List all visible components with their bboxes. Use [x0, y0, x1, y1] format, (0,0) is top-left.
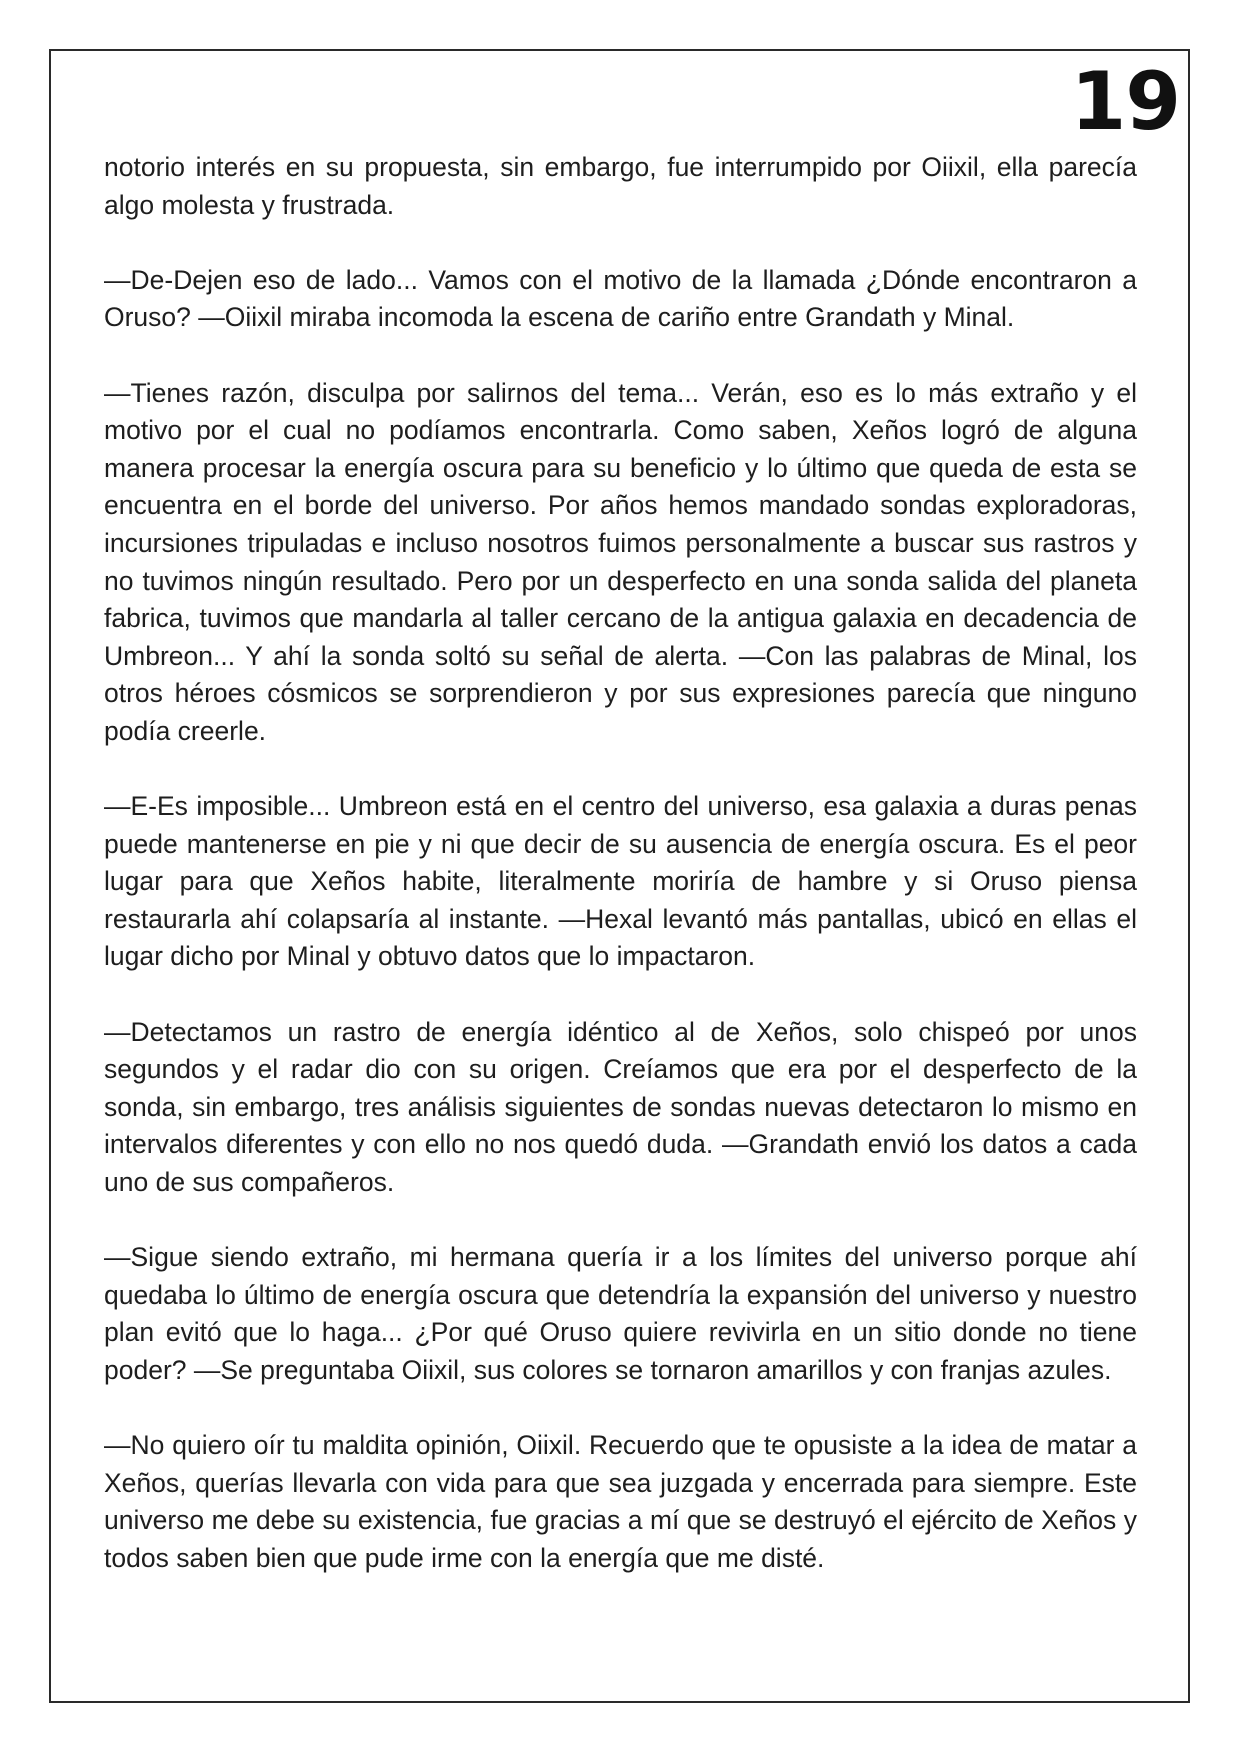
- paragraph: —Detectamos un rastro de energía idéntico al de Xeños, solo chispeó por unos segundos y el radar dio con su origen. Creíamos que era por el desperfecto de la sonda, sin embargo, tres análisis siguientes de sondas nuevas detectaron lo mismo en intervalos diferentes y con ello no nos quedó duda. —Grandath envió los datos a cada uno de sus compañeros.: [104, 1016, 1137, 1198]
- body-text: [104, 149, 1137, 1615]
- paragraph: —De-Dejen eso de lado... Vamos con el motivo de la llamada ¿Dónde encontraron a Oruso? —Oiixil miraba incomoda la escena de cariño entre Grandath y Minal.: [104, 264, 1137, 333]
- paragraph: —Sigue siendo extraño, mi hermana quería ir a los límites del universo porque ahí quedaba lo último de energía oscura que detendría la expansión del universo y nuestro plan evitó que lo haga... ¿Por qué Oruso quiere revivirla en un sitio donde no tiene poder? —Se preguntaba Oiixil, sus colores se tornaron amarillos y con franjas azules.: [104, 1242, 1137, 1385]
- paragraph: —No quiero oír tu maldita opinión, Oiixil. Recuerdo que te opusiste a la idea de matar a Xeños, querías llevarla con vida para que sea juzgada y encerrada para siempre. Este universo me debe su existencia, fue gracias a mí que se destruyó el ejército de Xeños y todos saben bien que pude irme con la energía que me disté.: [104, 1430, 1137, 1573]
- page-number: 19: [1070, 55, 1180, 148]
- paragraph: —E-Es imposible... Umbreon está en el centro del universo, esa galaxia a duras penas puede mantenerse en pie y ni que decir de su ausencia de energía oscura. Es el peor lugar para que Xeños habite, literalmente moriría de hambre y si Oruso piensa restaurarla ahí colapsaría al instante. —Hexal levantó más pantallas, ubicó en ellas el lugar dicho por Minal y obtuvo datos que lo impactaron.: [104, 791, 1137, 972]
- paragraph: notorio interés en su propuesta, sin embargo, fue interrumpido por Oiixil, ella parecía algo molesta y frustrada.: [104, 152, 1137, 220]
- paragraph: —Tienes razón, disculpa por salirnos del tema... Verán, eso es lo más extraño y el motivo por el cual no podíamos encontrarla. Como saben, Xeños logró de alguna manera procesar la energía oscura para su beneficio y lo último que queda de esta se encuentra en el borde del universo. Por años hemos mandado sondas exploradoras, incursiones tripuladas e incluso nosotros fuimos personalmente a buscar sus rastros y no tuvimos ningún resultado. Pero por un desperfecto en una sonda salida del planeta fabrica, tuvimos que mandarla al taller cercano de la antigua galaxia en decadencia de Umbreon... Y ahí la sonda soltó su señal de alerta. —Con las palabras de Minal, los otros héroes cósmicos se sorprendieron y por sus expresiones parecía que ninguno podía creerle.: [104, 377, 1137, 746]
